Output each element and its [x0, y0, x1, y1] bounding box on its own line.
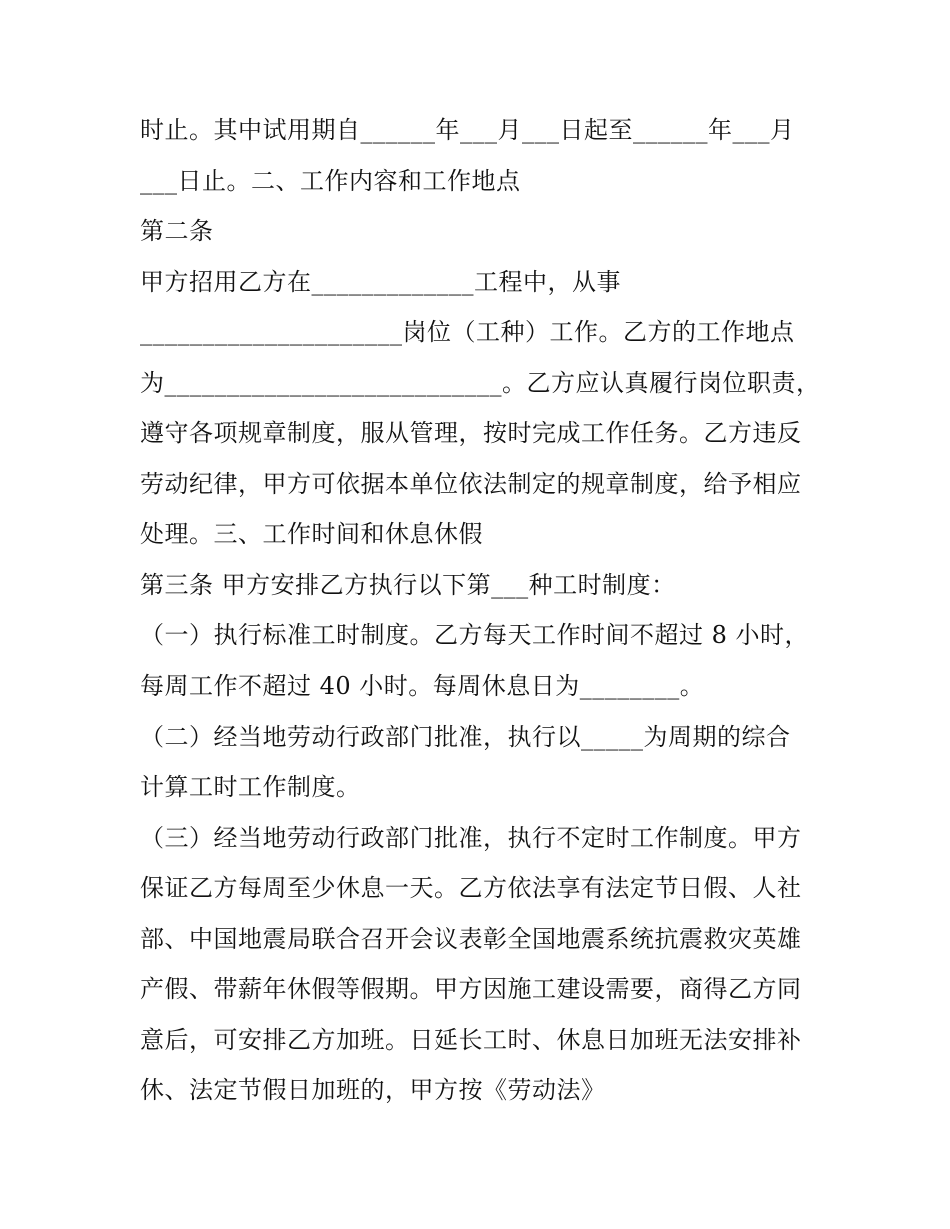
text-line: 劳动纪律，甲方可依据本单位依法制定的规章制度，给予相应 [140, 470, 802, 498]
text-line: （二）经当地劳动行政部门批准，执行以_____为周期的综合 [140, 723, 791, 751]
text-line: 为___________________________。乙方应认真履行岗位职责， [140, 369, 821, 397]
text-line: （三）经当地劳动行政部门批准，执行不定时工作制度。甲方 [140, 824, 802, 852]
text-line: 休、法定节假日加班的，甲方按《劳动法》 [140, 1076, 606, 1104]
text-line: 保证乙方每周至少休息一天。乙方依法享有法定节日假、人社 [140, 874, 802, 902]
text-line: 计算工时工作制度。 [140, 773, 361, 801]
text-line: ___日止。二、工作内容和工作地点 [140, 167, 521, 195]
text-line: 第三条 甲方安排乙方执行以下第___种工时制度： [140, 571, 676, 599]
text-line: 时止。其中试用期自______年___月___日起至______年___月 [140, 116, 795, 144]
text-line: （一）执行标准工时制度。乙方每天工作时间不超过 8 小时， [140, 621, 810, 649]
text-line: 部、中国地震局联合召开会议表彰全国地震系统抗震救灾英雄 [140, 925, 802, 953]
text-line: 每周工作不超过 40 小时。每周休息日为________。 [140, 672, 705, 700]
text-line: 产假、带薪年休假等假期。甲方因施工建设需要，商得乙方同 [140, 975, 802, 1003]
text-line: 遵守各项规章制度，服从管理，按时完成工作任务。乙方违反 [140, 419, 802, 447]
text-line: 第二条 [140, 217, 214, 245]
text-line: 意后，可安排乙方加班。日延长工时、休息日加班无法安排补 [140, 1026, 802, 1054]
text-line: _____________________岗位（工种）工作。乙方的工作地点 [140, 318, 795, 346]
text-line: 甲方招用乙方在_____________工程中，从事 [140, 268, 621, 296]
text-line: 处理。三、工作时间和休息休假 [140, 520, 483, 548]
